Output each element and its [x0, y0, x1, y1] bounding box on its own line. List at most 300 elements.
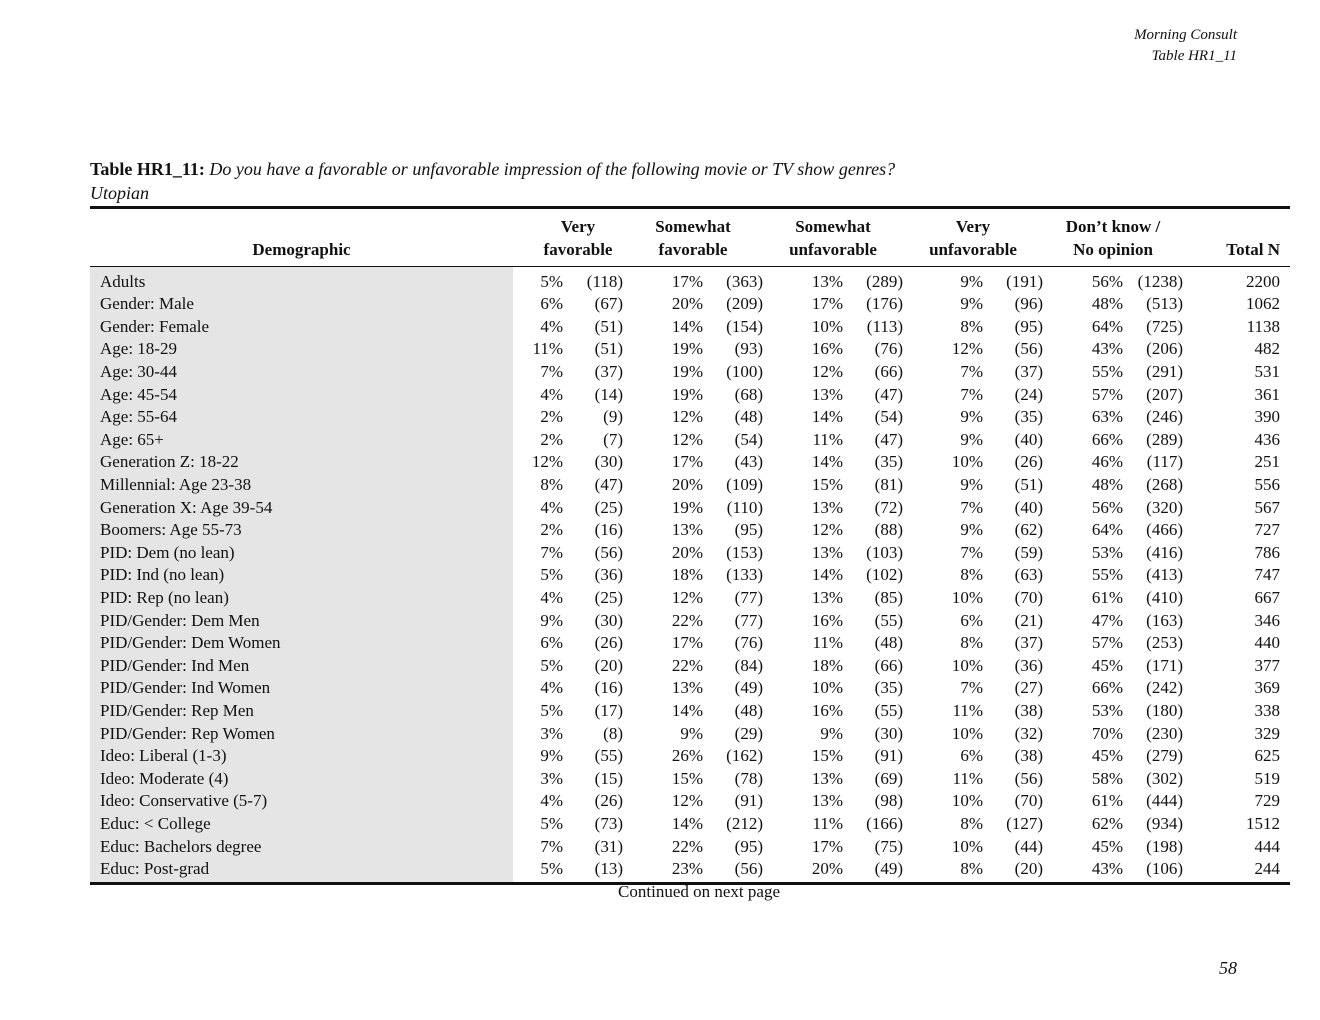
cell-demographic: Ideo: Liberal (1-3) — [90, 745, 513, 768]
cell-somewhat-fav-n: (54) — [734, 429, 763, 449]
cell-somewhat-unfav-pct: 16% — [811, 339, 843, 359]
cell-somewhat-unfav-n: (54) — [874, 407, 903, 427]
cell-total-n: 346 — [1254, 610, 1280, 630]
cell-very-fav-pct: 6% — [540, 294, 563, 314]
cell-very-fav-n: (51) — [594, 316, 623, 336]
cell-total-n: 390 — [1254, 407, 1280, 427]
cell-dont-know-n: (117) — [1146, 452, 1183, 472]
cell-very-fav-n: (17) — [594, 700, 623, 720]
cell-very-unfav-pct: 8% — [960, 633, 983, 653]
cell-somewhat-unfav-n: (113) — [866, 316, 903, 336]
cell-very-unfav-n: (127) — [1006, 813, 1043, 833]
cell-somewhat-fav-pct: 13% — [671, 520, 703, 540]
cell-somewhat-fav-pct: 19% — [671, 497, 703, 517]
table-row — [90, 632, 1290, 655]
cell-somewhat-unfav-pct: 11% — [812, 813, 843, 833]
cell-somewhat-fav-n: (56) — [734, 858, 763, 878]
cell-dont-know-pct: 45% — [1091, 836, 1123, 856]
cell-very-fav-n: (51) — [594, 339, 623, 359]
table-row — [90, 587, 1290, 610]
cell-somewhat-unfav-pct: 17% — [811, 294, 843, 314]
cell-dont-know-pct: 48% — [1091, 475, 1123, 495]
cell-somewhat-unfav-n: (47) — [874, 429, 903, 449]
cell-total-n: 625 — [1254, 746, 1280, 766]
cell-dont-know-n: (1238) — [1137, 272, 1183, 291]
cell-somewhat-unfav-n: (166) — [866, 813, 903, 833]
cell-total-n: 519 — [1254, 768, 1280, 788]
cell-dont-know-pct: 48% — [1091, 294, 1123, 314]
cell-demographic: PID: Rep (no lean) — [90, 587, 513, 610]
cell-demographic: PID/Gender: Rep Men — [90, 700, 513, 723]
cell-somewhat-fav-pct: 12% — [671, 588, 703, 608]
cell-very-fav-pct: 3% — [540, 768, 563, 788]
cell-very-fav-n: (36) — [594, 565, 623, 585]
cell-very-unfav-pct: 8% — [960, 316, 983, 336]
cell-dont-know-pct: 70% — [1091, 723, 1123, 743]
table-title-question: Do you have a favorable or unfavorable impression of the following movie or TV show genres? — [209, 159, 896, 179]
table-header-row — [90, 208, 1290, 267]
cell-dont-know-n: (171) — [1146, 655, 1183, 675]
cell-dont-know-pct: 57% — [1091, 633, 1123, 653]
cell-very-unfav-pct: 9% — [960, 294, 983, 314]
cell-very-fav-n: (37) — [594, 362, 623, 382]
cell-somewhat-fav-pct: 20% — [671, 542, 703, 562]
running-header — [1134, 25, 1237, 67]
cell-very-fav-n: (118) — [586, 272, 623, 291]
cell-somewhat-unfav-n: (69) — [874, 768, 903, 788]
cell-dont-know-n: (106) — [1146, 858, 1183, 878]
table-row — [90, 383, 1290, 406]
cell-demographic: Adults — [90, 267, 513, 294]
cell-very-unfav-pct: 10% — [951, 655, 983, 675]
cell-very-unfav-pct: 10% — [951, 452, 983, 472]
table-row — [90, 790, 1290, 813]
cell-very-fav-n: (47) — [594, 475, 623, 495]
cell-somewhat-fav-n: (110) — [726, 497, 763, 517]
cell-dont-know-n: (320) — [1146, 497, 1183, 517]
table-row — [90, 338, 1290, 361]
cell-dont-know-pct: 64% — [1091, 520, 1123, 540]
cell-very-unfav-pct: 12% — [951, 339, 983, 359]
table-row — [90, 745, 1290, 768]
cell-very-fav-n: (56) — [594, 542, 623, 562]
cell-somewhat-unfav-n: (35) — [874, 452, 903, 472]
cell-very-unfav-n: (36) — [1014, 655, 1043, 675]
cell-demographic: Age: 45-54 — [90, 383, 513, 406]
cell-very-fav-n: (31) — [594, 836, 623, 856]
cell-somewhat-fav-pct: 14% — [671, 700, 703, 720]
cell-somewhat-fav-pct: 22% — [671, 836, 703, 856]
cell-somewhat-fav-n: (48) — [734, 700, 763, 720]
cell-very-fav-pct: 4% — [540, 791, 563, 811]
cell-demographic: PID: Dem (no lean) — [90, 542, 513, 565]
cell-very-unfav-n: (44) — [1014, 836, 1043, 856]
cell-somewhat-unfav-n: (81) — [874, 475, 903, 495]
cell-somewhat-fav-n: (77) — [734, 588, 763, 608]
cell-total-n: 251 — [1254, 452, 1280, 472]
table-row — [90, 700, 1290, 723]
cell-very-fav-n: (26) — [594, 633, 623, 653]
cell-dont-know-pct: 56% — [1091, 272, 1123, 291]
cell-somewhat-unfav-pct: 18% — [811, 655, 843, 675]
cell-very-unfav-n: (38) — [1014, 746, 1043, 766]
cell-very-unfav-pct: 8% — [960, 813, 983, 833]
cell-somewhat-fav-n: (93) — [734, 339, 763, 359]
cell-very-fav-n: (25) — [594, 497, 623, 517]
cell-somewhat-unfav-pct: 17% — [811, 836, 843, 856]
table-row — [90, 542, 1290, 565]
cell-somewhat-fav-n: (154) — [726, 316, 763, 336]
cell-somewhat-unfav-pct: 13% — [811, 272, 843, 291]
cell-somewhat-unfav-n: (85) — [874, 588, 903, 608]
cell-very-fav-pct: 4% — [540, 678, 563, 698]
table-row — [90, 316, 1290, 339]
cell-very-fav-n: (73) — [594, 813, 623, 833]
cell-somewhat-unfav-n: (88) — [874, 520, 903, 540]
cell-demographic: Boomers: Age 55-73 — [90, 519, 513, 542]
cell-very-unfav-n: (95) — [1014, 316, 1043, 336]
cell-total-n: 667 — [1254, 588, 1280, 608]
table-body — [90, 267, 1290, 884]
cell-dont-know-pct: 64% — [1091, 316, 1123, 336]
cell-somewhat-unfav-pct: 16% — [811, 610, 843, 630]
cell-somewhat-unfav-n: (76) — [874, 339, 903, 359]
cell-demographic: PID: Ind (no lean) — [90, 564, 513, 587]
cell-very-fav-n: (13) — [594, 858, 623, 878]
cell-dont-know-n: (246) — [1146, 407, 1183, 427]
table-row — [90, 361, 1290, 384]
cell-total-n: 329 — [1254, 723, 1280, 743]
table-row — [90, 564, 1290, 587]
cell-very-unfav-pct: 8% — [960, 565, 983, 585]
table-title-label: Table HR1_11: — [90, 159, 205, 179]
cell-somewhat-unfav-pct: 10% — [811, 316, 843, 336]
cell-dont-know-pct: 66% — [1091, 429, 1123, 449]
cell-very-unfav-n: (26) — [1014, 452, 1043, 472]
cell-very-unfav-pct: 9% — [960, 407, 983, 427]
cell-very-fav-n: (16) — [594, 520, 623, 540]
cell-somewhat-unfav-pct: 20% — [811, 858, 843, 878]
cell-somewhat-fav-n: (49) — [734, 678, 763, 698]
cell-demographic: PID/Gender: Ind Women — [90, 677, 513, 700]
cell-somewhat-unfav-pct: 13% — [811, 768, 843, 788]
cell-very-unfav-n: (59) — [1014, 542, 1043, 562]
table-row — [90, 835, 1290, 858]
cell-total-n: 747 — [1254, 565, 1280, 585]
cell-dont-know-pct: 56% — [1091, 497, 1123, 517]
cell-very-fav-n: (9) — [603, 407, 623, 427]
table-row — [90, 519, 1290, 542]
cell-demographic: Age: 18-29 — [90, 338, 513, 361]
cell-somewhat-unfav-pct: 13% — [811, 384, 843, 404]
cell-total-n: 786 — [1254, 542, 1280, 562]
cell-dont-know-n: (268) — [1146, 475, 1183, 495]
cell-somewhat-fav-n: (162) — [726, 746, 763, 766]
cell-very-unfav-pct: 7% — [960, 384, 983, 404]
cell-very-fav-n: (25) — [594, 588, 623, 608]
cell-demographic: Age: 30-44 — [90, 361, 513, 384]
cell-dont-know-n: (466) — [1146, 520, 1183, 540]
cell-somewhat-fav-n: (68) — [734, 384, 763, 404]
cell-somewhat-unfav-pct: 14% — [811, 452, 843, 472]
table-row — [90, 496, 1290, 519]
cell-somewhat-unfav-pct: 12% — [811, 520, 843, 540]
cell-very-unfav-n: (21) — [1014, 610, 1043, 630]
continued-note: Continued on next page — [618, 882, 780, 901]
cell-very-fav-pct: 11% — [532, 339, 563, 359]
cell-very-fav-pct: 5% — [540, 272, 563, 291]
cell-dont-know-pct: 55% — [1091, 565, 1123, 585]
cell-somewhat-unfav-n: (75) — [874, 836, 903, 856]
cell-dont-know-n: (163) — [1146, 610, 1183, 630]
cell-somewhat-unfav-n: (48) — [874, 633, 903, 653]
cell-very-fav-n: (15) — [594, 768, 623, 788]
cell-very-fav-pct: 5% — [540, 858, 563, 878]
cell-somewhat-fav-pct: 9% — [680, 723, 703, 743]
cell-demographic: Age: 55-64 — [90, 406, 513, 429]
cell-very-unfav-n: (40) — [1014, 497, 1043, 517]
cell-somewhat-fav-pct: 12% — [671, 429, 703, 449]
cell-dont-know-pct: 53% — [1091, 700, 1123, 720]
cell-very-unfav-n: (40) — [1014, 429, 1043, 449]
cell-very-fav-n: (14) — [594, 384, 623, 404]
cell-total-n: 436 — [1254, 429, 1280, 449]
cell-very-unfav-n: (38) — [1014, 700, 1043, 720]
cell-dont-know-n: (513) — [1146, 294, 1183, 314]
cell-somewhat-unfav-n: (66) — [874, 362, 903, 382]
cell-somewhat-fav-n: (84) — [734, 655, 763, 675]
cell-very-fav-n: (55) — [594, 746, 623, 766]
cell-dont-know-pct: 47% — [1091, 610, 1123, 630]
cell-somewhat-unfav-n: (103) — [866, 542, 903, 562]
cell-somewhat-fav-n: (100) — [726, 362, 763, 382]
cell-somewhat-unfav-n: (66) — [874, 655, 903, 675]
cell-very-unfav-pct: 6% — [960, 610, 983, 630]
cell-somewhat-fav-pct: 23% — [671, 858, 703, 878]
cell-demographic: PID/Gender: Ind Men — [90, 655, 513, 678]
cell-total-n: 567 — [1254, 497, 1280, 517]
cell-very-unfav-n: (62) — [1014, 520, 1043, 540]
cell-somewhat-unfav-n: (98) — [874, 791, 903, 811]
table-row — [90, 429, 1290, 452]
cell-somewhat-fav-pct: 19% — [671, 362, 703, 382]
cell-very-fav-pct: 12% — [531, 452, 563, 472]
col-somewhat-unfavorable: Somewhat unfavorable — [789, 217, 877, 259]
cell-very-fav-n: (8) — [603, 723, 623, 743]
cell-somewhat-unfav-pct: 14% — [811, 565, 843, 585]
cell-total-n: 727 — [1254, 520, 1280, 540]
table-row — [90, 406, 1290, 429]
cell-somewhat-unfav-n: (91) — [874, 746, 903, 766]
table-row — [90, 451, 1290, 474]
cell-total-n: 1512 — [1246, 813, 1280, 833]
cell-very-unfav-n: (37) — [1014, 362, 1043, 382]
cell-very-fav-n: (20) — [594, 655, 623, 675]
cell-somewhat-fav-pct: 22% — [671, 610, 703, 630]
cell-demographic: Millennial: Age 23-38 — [90, 474, 513, 497]
cell-somewhat-fav-n: (133) — [726, 565, 763, 585]
cell-demographic: PID/Gender: Dem Women — [90, 632, 513, 655]
table-row — [90, 677, 1290, 700]
cell-very-unfav-n: (63) — [1014, 565, 1043, 585]
cell-total-n: 440 — [1254, 633, 1280, 653]
cell-dont-know-pct: 45% — [1091, 746, 1123, 766]
cell-dont-know-pct: 61% — [1091, 791, 1123, 811]
cell-very-unfav-n: (191) — [1006, 272, 1043, 291]
cell-dont-know-n: (279) — [1146, 746, 1183, 766]
cell-dont-know-n: (230) — [1146, 723, 1183, 743]
cell-dont-know-pct: 58% — [1091, 768, 1123, 788]
cell-dont-know-pct: 61% — [1091, 588, 1123, 608]
cell-somewhat-fav-pct: 19% — [671, 339, 703, 359]
cell-somewhat-unfav-pct: 15% — [811, 475, 843, 495]
cell-somewhat-unfav-n: (55) — [874, 610, 903, 630]
cell-demographic: Gender: Female — [90, 316, 513, 339]
cell-dont-know-n: (207) — [1146, 384, 1183, 404]
cell-somewhat-fav-pct: 14% — [671, 813, 703, 833]
cell-very-unfav-n: (27) — [1014, 678, 1043, 698]
cell-dont-know-pct: 57% — [1091, 384, 1123, 404]
cell-somewhat-fav-pct: 17% — [671, 452, 703, 472]
cell-very-unfav-n: (51) — [1014, 475, 1043, 495]
cell-somewhat-unfav-n: (176) — [866, 294, 903, 314]
page-number: 58 — [1219, 958, 1237, 978]
cell-somewhat-unfav-n: (72) — [874, 497, 903, 517]
cell-very-unfav-n: (20) — [1014, 858, 1043, 878]
cell-somewhat-unfav-pct: 11% — [812, 429, 843, 449]
cell-very-fav-pct: 7% — [540, 836, 563, 856]
cell-total-n: 2200 — [1246, 272, 1280, 291]
cell-total-n: 244 — [1254, 858, 1280, 878]
cell-very-fav-pct: 4% — [540, 316, 563, 336]
cell-demographic: Educ: Bachelors degree — [90, 835, 513, 858]
cell-dont-know-pct: 43% — [1091, 858, 1123, 878]
cell-somewhat-unfav-pct: 13% — [811, 588, 843, 608]
cell-very-unfav-n: (35) — [1014, 407, 1043, 427]
cell-very-fav-pct: 4% — [540, 497, 563, 517]
cell-somewhat-fav-pct: 12% — [671, 407, 703, 427]
cell-dont-know-n: (242) — [1146, 678, 1183, 698]
cell-somewhat-fav-pct: 22% — [671, 655, 703, 675]
cell-somewhat-unfav-pct: 13% — [811, 791, 843, 811]
cell-dont-know-pct: 62% — [1091, 813, 1123, 833]
cell-somewhat-unfav-pct: 13% — [811, 542, 843, 562]
cell-very-unfav-n: (70) — [1014, 588, 1043, 608]
table-subtitle: Utopian — [90, 183, 150, 203]
cell-somewhat-fav-n: (95) — [734, 520, 763, 540]
table-row — [90, 474, 1290, 497]
table-row — [90, 655, 1290, 678]
cell-dont-know-n: (198) — [1146, 836, 1183, 856]
col-dont-know: Don’t know / No opinion — [1065, 217, 1161, 259]
cell-somewhat-fav-pct: 17% — [671, 272, 703, 291]
cell-dont-know-pct: 46% — [1091, 452, 1123, 472]
cell-somewhat-fav-n: (48) — [734, 407, 763, 427]
cell-somewhat-fav-n: (29) — [734, 723, 763, 743]
table-row — [90, 609, 1290, 632]
cell-total-n: 729 — [1254, 791, 1280, 811]
cell-very-fav-n: (67) — [594, 294, 623, 314]
cell-dont-know-pct: 53% — [1091, 542, 1123, 562]
col-very-favorable: Very favorable — [543, 217, 613, 259]
cell-very-unfav-n: (56) — [1014, 339, 1043, 359]
cell-very-fav-pct: 2% — [540, 407, 563, 427]
cell-very-unfav-pct: 7% — [960, 497, 983, 517]
cell-very-fav-pct: 7% — [540, 542, 563, 562]
cell-very-unfav-pct: 8% — [960, 858, 983, 878]
cell-dont-know-n: (725) — [1146, 316, 1183, 336]
cell-somewhat-fav-n: (109) — [726, 475, 763, 495]
cell-very-fav-n: (7) — [603, 429, 623, 449]
cell-very-unfav-pct: 10% — [951, 836, 983, 856]
cell-somewhat-fav-n: (212) — [726, 813, 763, 833]
cell-somewhat-unfav-n: (47) — [874, 384, 903, 404]
cell-somewhat-fav-pct: 17% — [671, 633, 703, 653]
cell-very-unfav-pct: 7% — [960, 678, 983, 698]
table-row — [90, 722, 1290, 745]
cell-dont-know-pct: 66% — [1091, 678, 1123, 698]
cell-somewhat-fav-n: (153) — [726, 542, 763, 562]
cell-total-n: 361 — [1254, 384, 1280, 404]
cell-dont-know-n: (416) — [1146, 542, 1183, 562]
table-row — [90, 767, 1290, 790]
cell-very-unfav-n: (96) — [1014, 294, 1043, 314]
cell-somewhat-fav-n: (363) — [726, 272, 763, 291]
cell-total-n: 377 — [1254, 655, 1280, 675]
col-very-unfavorable: Very unfavorable — [929, 217, 1017, 259]
cell-somewhat-fav-pct: 20% — [671, 475, 703, 495]
cell-somewhat-unfav-n: (35) — [874, 678, 903, 698]
cell-somewhat-unfav-pct: 16% — [811, 700, 843, 720]
cell-very-fav-n: (30) — [594, 452, 623, 472]
cell-somewhat-fav-n: (209) — [726, 294, 763, 314]
cell-dont-know-pct: 55% — [1091, 362, 1123, 382]
cell-somewhat-fav-n: (43) — [734, 452, 763, 472]
cell-very-fav-pct: 5% — [540, 655, 563, 675]
cell-somewhat-unfav-pct: 14% — [811, 407, 843, 427]
cell-somewhat-fav-pct: 15% — [671, 768, 703, 788]
cell-very-unfav-pct: 7% — [960, 362, 983, 382]
cell-very-fav-pct: 3% — [540, 723, 563, 743]
cell-very-fav-pct: 9% — [540, 610, 563, 630]
cell-very-fav-pct: 4% — [540, 384, 563, 404]
col-total-n: Total N — [1226, 240, 1280, 259]
header-org: Morning Consult — [1134, 27, 1237, 43]
cell-somewhat-unfav-pct: 9% — [820, 723, 843, 743]
cell-somewhat-fav-pct: 19% — [671, 384, 703, 404]
cell-very-fav-pct: 5% — [540, 565, 563, 585]
cell-very-unfav-pct: 10% — [951, 791, 983, 811]
cell-demographic: Educ: Post-grad — [90, 858, 513, 884]
table-row — [90, 813, 1290, 836]
cell-dont-know-pct: 45% — [1091, 655, 1123, 675]
cell-somewhat-unfav-pct: 15% — [811, 746, 843, 766]
cell-somewhat-unfav-n: (49) — [874, 858, 903, 878]
cell-dont-know-n: (291) — [1146, 362, 1183, 382]
cell-dont-know-n: (410) — [1146, 588, 1183, 608]
cell-very-unfav-n: (24) — [1014, 384, 1043, 404]
cell-somewhat-unfav-n: (55) — [874, 700, 903, 720]
cell-somewhat-fav-n: (95) — [734, 836, 763, 856]
cell-very-fav-pct: 2% — [540, 429, 563, 449]
cell-very-unfav-n: (37) — [1014, 633, 1043, 653]
cell-very-unfav-pct: 9% — [960, 475, 983, 495]
cell-somewhat-fav-n: (78) — [734, 768, 763, 788]
cell-somewhat-unfav-pct: 11% — [812, 633, 843, 653]
cell-very-unfav-pct: 7% — [960, 542, 983, 562]
table-row — [90, 858, 1290, 884]
cell-total-n: 369 — [1254, 678, 1280, 698]
